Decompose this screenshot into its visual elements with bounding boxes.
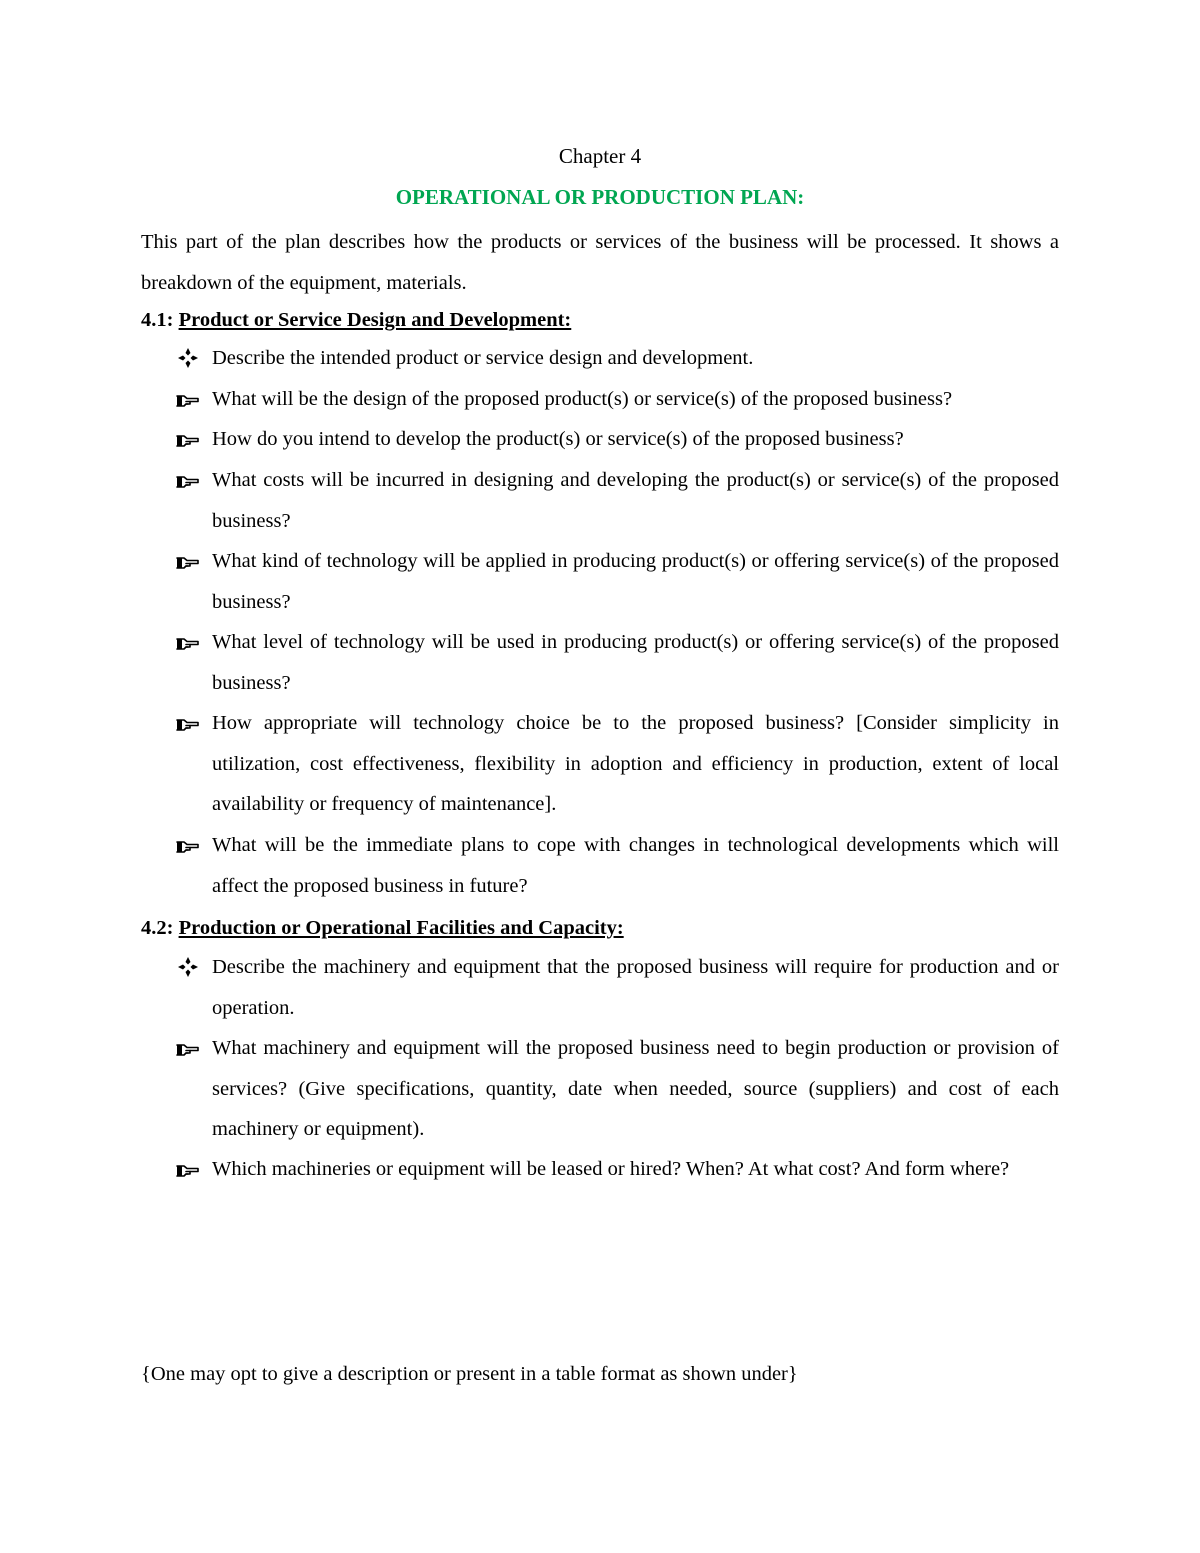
list-item [175, 1149, 1059, 1190]
pointing-hand-icon [175, 419, 201, 459]
list-item-text: What level of technology will be used in producing product(s) or offering service(s) of the proposed business? [212, 631, 1059, 694]
pointing-hand-icon [175, 1028, 201, 1068]
list-item-text: How appropriate will technology choice be to the proposed business? [Consider simplicity in utilization, cost effectiveness, flexibility in adoption and efficiency in production, extent of local availability or frequency of maintenance]. [212, 712, 1059, 815]
list-item [175, 947, 1059, 1028]
pointing-hand-icon [175, 703, 201, 743]
table-format-note: {One may opt to give a description or present in a table format as shown under} [141, 1363, 798, 1385]
pointing-hand-icon [175, 825, 201, 865]
pointing-hand-icon [175, 460, 201, 500]
list-item [175, 825, 1059, 906]
list-item [175, 622, 1059, 703]
section-heading-4-2 [141, 914, 1059, 942]
list-item-text: What will be the design of the proposed product(s) or service(s) of the proposed business? [212, 388, 953, 410]
list-item [175, 541, 1059, 622]
section-title: Production or Operational Facilities and Capacity: [178, 917, 624, 939]
page-title: OPERATIONAL OR PRODUCTION PLAN: [395, 185, 805, 209]
section-number: 4.1: [141, 309, 174, 331]
list-item [175, 419, 1059, 460]
list-item-text: Describe the machinery and equipment that the proposed business will require for production and or operation. [212, 956, 1059, 1019]
pointing-hand-icon [175, 622, 201, 662]
section-heading-4-1 [141, 306, 1059, 334]
list-item [175, 460, 1059, 541]
pointing-hand-icon [175, 379, 201, 419]
pointing-hand-icon [175, 541, 201, 581]
list-item-text: How do you intend to develop the product(s) or service(s) of the proposed business? [212, 428, 904, 450]
chapter-label: Chapter 4 [558, 144, 642, 168]
list-item-text: Describe the intended product or service design and development. [212, 347, 754, 369]
list-item [175, 379, 1059, 420]
list-item [175, 1028, 1059, 1150]
list-item-text: Which machineries or equipment will be leased or hired? When? At what cost? And form where? [212, 1158, 1010, 1180]
section-title: Product or Service Design and Development: [178, 309, 572, 331]
four-diamond-bullet-icon [175, 338, 201, 378]
list-item-text: What will be the immediate plans to cope with changes in technological developments which will affect the proposed business in future? [212, 834, 1059, 897]
list-item [175, 338, 1059, 379]
intro-paragraph: This part of the plan describes how the products or services of the business will be processed. It shows a breakdown of the equipment, materials. [141, 231, 1059, 294]
list-item-text: What costs will be incurred in designing and developing the product(s) or service(s) of the proposed business? [212, 469, 1059, 532]
section-number: 4.2: [141, 917, 174, 939]
list-item-text: What machinery and equipment will the proposed business need to begin production or provision of services? (Give specifications, quantity, date when needed, source (suppliers) and cost of each machinery or equipment). [212, 1037, 1059, 1140]
four-diamond-bullet-icon [175, 947, 201, 987]
list-item-text: What kind of technology will be applied in producing product(s) or offering service(s) of the proposed business? [212, 550, 1059, 613]
list-item [175, 703, 1059, 825]
pointing-hand-icon [175, 1149, 201, 1189]
